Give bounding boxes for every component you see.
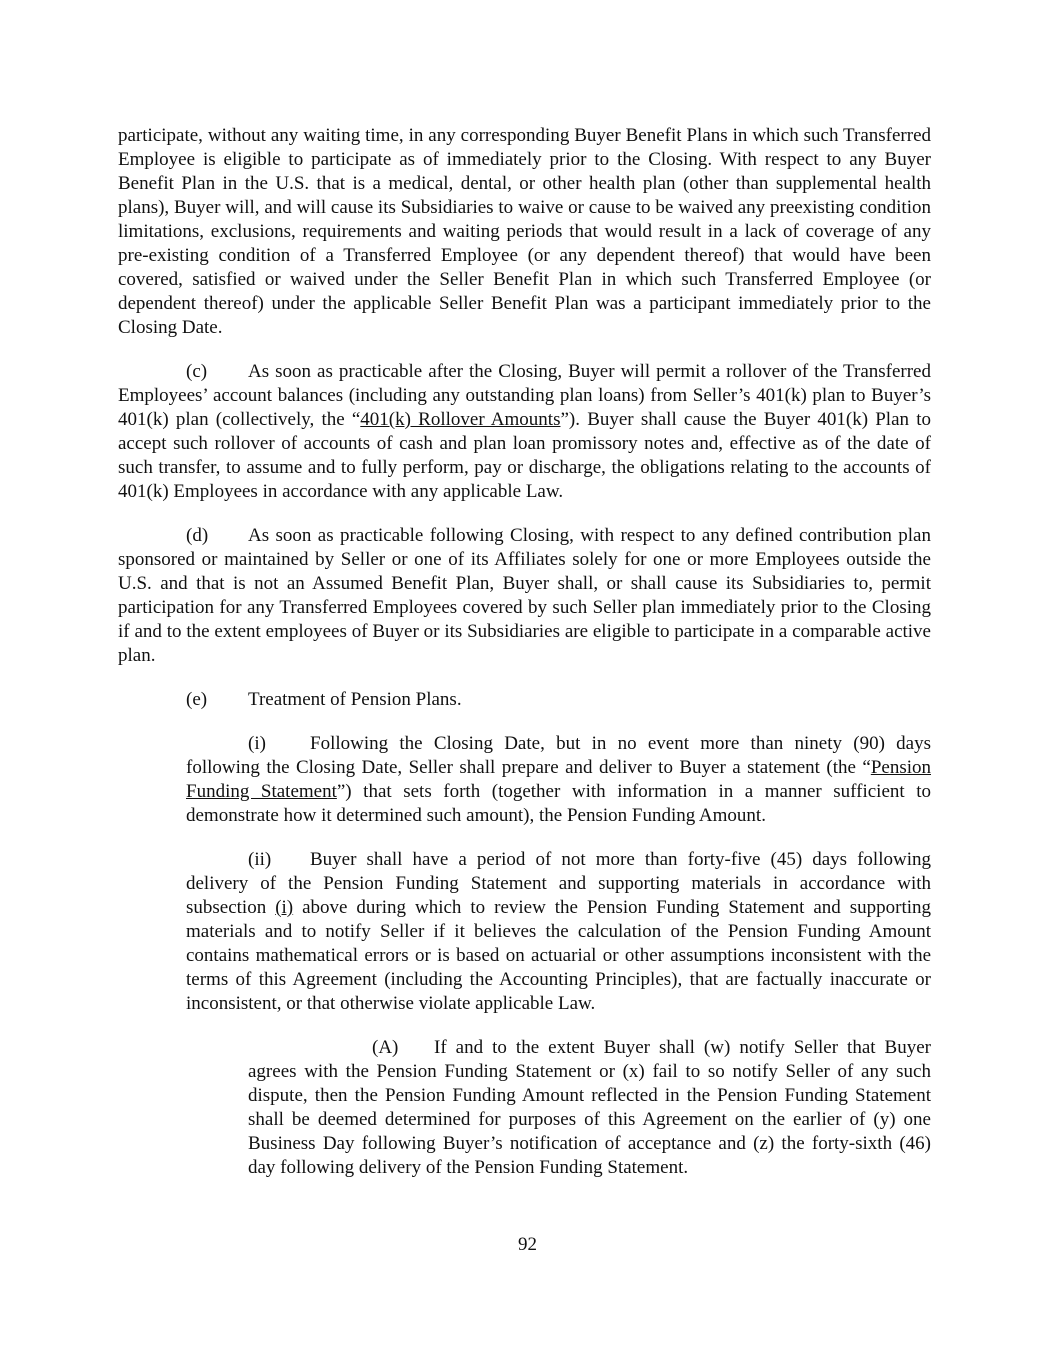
- paragraph-c-text-before: As soon as practicable after the Closing, Buyer will permit a rollover of the Transferred Employees’ account balances (including any outstanding plan loans) from Seller’s 401(k) plan to Buyer’s 401(k) plan (collectively, the “: [118, 361, 931, 430]
- document-page: [118, 124, 931, 1180]
- paragraph-A-text: If and to the extent Buyer shall (w) notify Seller that Buyer agrees with the Pension Funding Statement or (x) fail to so notify Seller of any such dispute, then the Pension Funding Amount reflected in the Pension Funding Statement shall be deemed determined for purposes of this Agreement on the earlier of (y) one Business Day following Buyer’s notification of acceptance and (z) the forty-sixth (46) day following delivery of the Pension Funding Statement.: [248, 1037, 931, 1178]
- paragraph-e: [118, 688, 931, 712]
- section-heading-e: Treatment of Pension Plans.: [248, 689, 462, 710]
- defined-term-401k-rollover-amounts: 401(k) Rollover Amounts: [360, 409, 561, 430]
- paragraph-intro: participate, without any waiting time, in any corresponding Buyer Benefit Plans in which such Transferred Employee is eligible to participate as of immediately prior to the Closing. With respect to any Buyer Benefit Plan in the U.S. that is a medical, dental, or other health plan (other than supplemental health plans), Buyer will, and will cause its Subsidiaries to waive or cause to be waived any preexisting condition limitations, exclusions, requirements and waiting periods that would result in a lack of coverage of any pre-existing condition of a Transferred Employee (or any dependent thereof) that would have been covered, satisfied or waived under the Seller Benefit Plan in which such Transferred Employee (or dependent thereof) under the applicable Seller Benefit Plan was a participant immediately prior to the Closing Date.: [118, 125, 931, 338]
- paragraph-d: [118, 524, 931, 668]
- section-label-i: (i): [248, 733, 266, 754]
- paragraph-ii: [186, 848, 931, 1016]
- section-label-A: (A): [372, 1037, 399, 1058]
- paragraph-c: [118, 360, 931, 504]
- defined-term-pension-funding-statement: Pension Funding Statement: [186, 757, 931, 802]
- paragraph-ii-text-before: Buyer shall have a period of not more than forty-five (45) days following delivery of the Pension Funding Statement and supporting materials in accordance with subsection: [186, 849, 931, 918]
- paragraph-ii-text-after: above during which to review the Pension Funding Statement and supporting materials and to notify Seller if it believes the calculation of the Pension Funding Amount contains mathematical errors or is based on actuarial or other assumptions inconsistent with the terms of this Agreement (including the Accounting Principles), that are factually inaccurate or inconsistent, or that otherwise violate applicable Law.: [186, 897, 931, 1014]
- paragraph-A: [248, 1036, 931, 1180]
- paragraph-i-text-after: ”) that sets forth (together with information in a manner sufficient to demonstrate how it determined such amount), the Pension Funding Amount.: [186, 781, 931, 826]
- section-label-ii: (ii): [248, 849, 272, 870]
- paragraph-d-text: As soon as practicable following Closing, with respect to any defined contribution plan sponsored or maintained by Seller or one of its Affiliates solely for one or more Employees outside the U.S. and that is not an Assumed Benefit Plan, Buyer shall, or shall cause its Subsidiaries to, permit participation for any Transferred Employees covered by such Seller plan immediately prior to the Closing if and to the extent employees of Buyer or its Subsidiaries are eligible to participate in a comparable active plan.: [118, 525, 931, 666]
- paragraph-i-text-before: Following the Closing Date, but in no event more than ninety (90) days following the Closing Date, Seller shall prepare and deliver to Buyer a statement (the “: [186, 733, 931, 778]
- section-label-e: (e): [186, 689, 208, 710]
- section-label-d: (d): [186, 525, 209, 546]
- paragraph-c-text-after: ”). Buyer shall cause the Buyer 401(k) Plan to accept such rollover of accounts of cash and plan loan promissory notes and, effective as of the date of such transfer, to assume and to fully perform, pay or discharge, the obligations relating to the accounts of 401(k) Employees in accordance with any applicable Law.: [118, 409, 931, 502]
- paragraph-i: [186, 732, 931, 828]
- cross-reference-subsection-i: (i): [275, 897, 294, 918]
- page-number: 92: [518, 1234, 537, 1255]
- section-label-c: (c): [186, 361, 208, 382]
